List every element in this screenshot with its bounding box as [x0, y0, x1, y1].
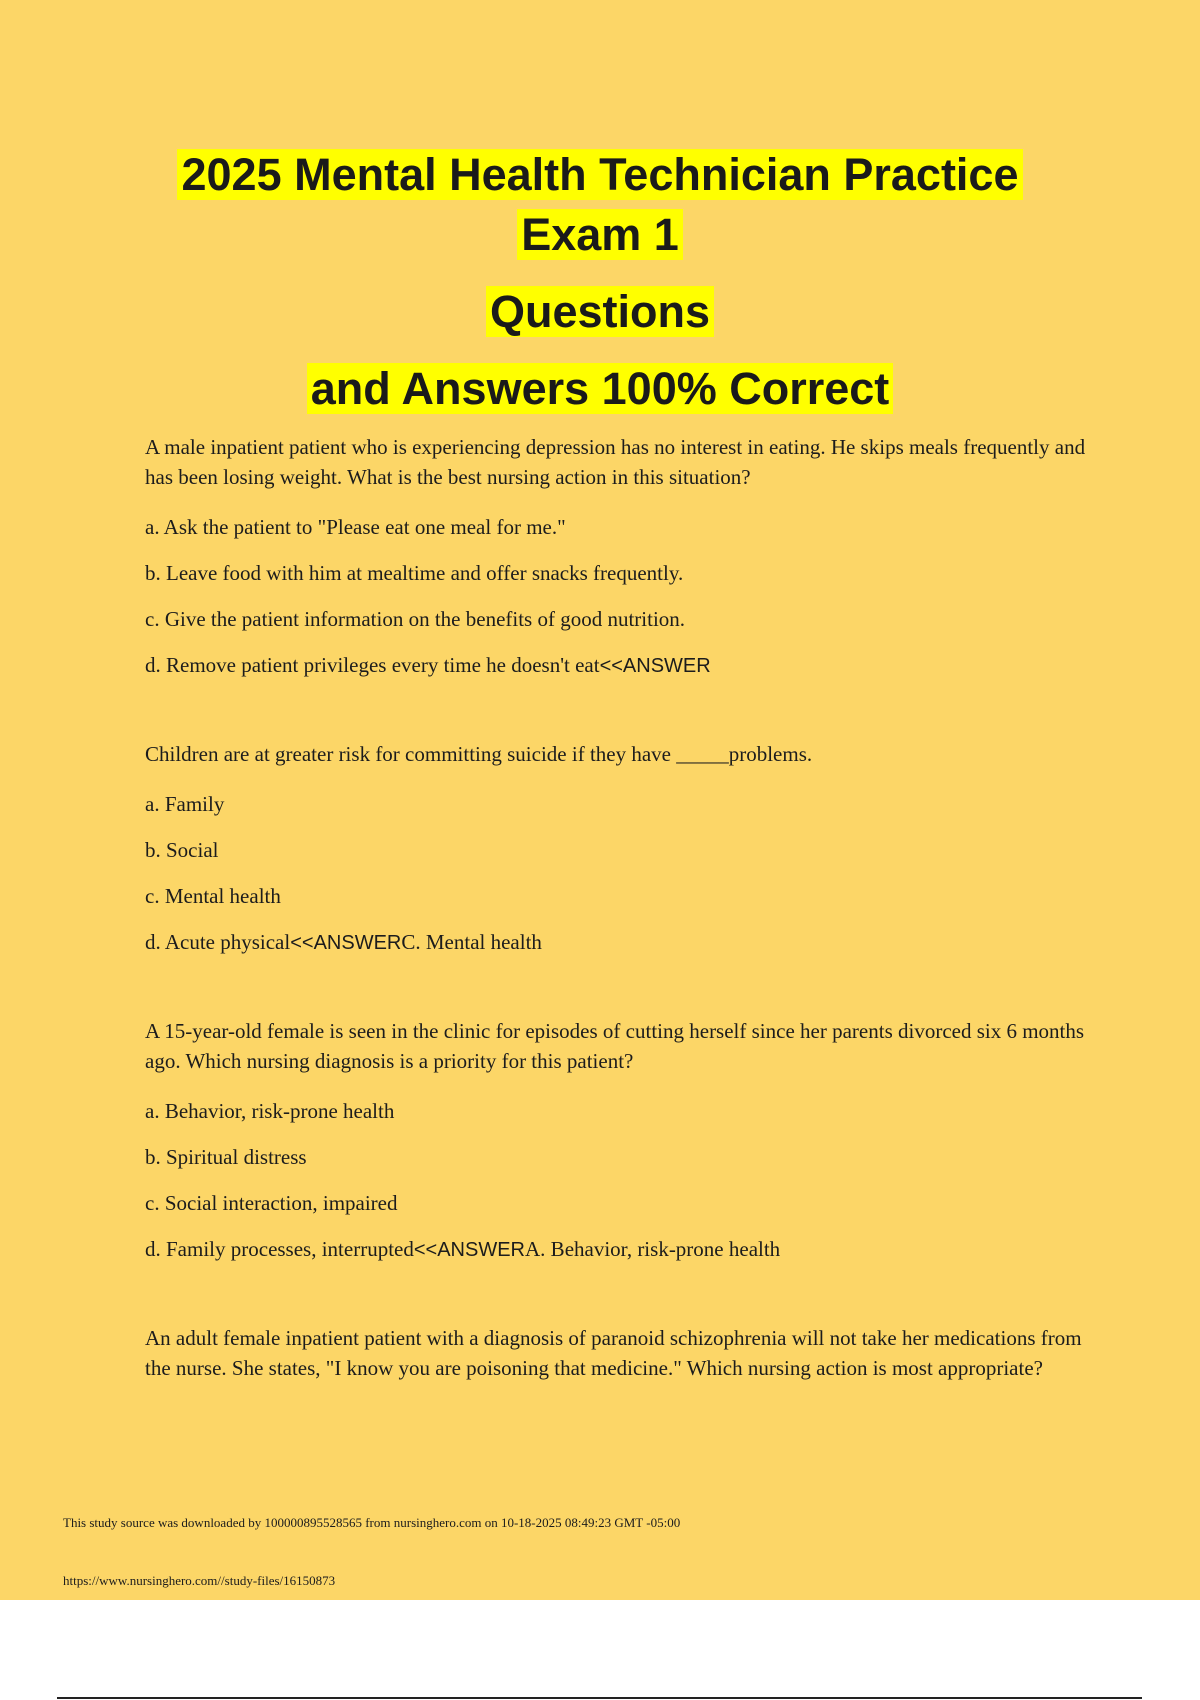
correct-answer: C. Mental health: [401, 930, 542, 954]
correct-answer: A. Behavior, risk-prone health: [525, 1237, 781, 1261]
answer-option: b. Social: [145, 838, 219, 862]
answer-option-with-answer: d. Remove patient privileges every time he doesn't eat<<ANSWER: [145, 653, 711, 677]
answer-option: a. Ask the patient to "Please eat one meal for me.": [145, 515, 566, 539]
question-text: A male inpatient patient who is experiencing depression has no interest in eating. He skips meals frequently and has been losing weight. What is the best nursing action in this situation?: [145, 435, 1086, 489]
question-block-4: [145, 1323, 1095, 1383]
title-line-3: Questions: [0, 282, 1200, 342]
answer-option: b. Leave food with him at mealtime and offer snacks frequently.: [145, 561, 684, 585]
questions-list: [145, 432, 1095, 1441]
document-title: [0, 145, 1200, 419]
download-source-note: This study source was downloaded by 100000895528565 from nursinghero.com on 10-18-2025 08:49:23 GMT -05:00: [63, 1515, 681, 1530]
answer-option: c. Mental health: [145, 884, 281, 908]
answer-option: a. Family: [145, 792, 225, 816]
question-block-3: [145, 1016, 1095, 1265]
answer-marker: <<ANSWER: [413, 1239, 526, 1261]
answer-marker: <<ANSWER: [599, 655, 711, 677]
question-block-2: [145, 739, 1095, 958]
answer-option: a. Behavior, risk-prone health: [145, 1099, 395, 1123]
page-divider: [57, 1697, 1142, 1699]
title-line-1: 2025 Mental Health Technician Practice: [0, 145, 1200, 205]
answer-marker: <<ANSWER: [290, 932, 402, 954]
answer-option: c. Social interaction, impaired: [145, 1191, 398, 1215]
answer-option: b. Spiritual distress: [145, 1145, 307, 1169]
source-url[interactable]: https://www.nursinghero.com//study-files/16150873: [63, 1573, 336, 1588]
question-text: A 15-year-old female is seen in the clinic for episodes of cutting herself since her parents divorced six 6 months ago. Which nursing diagnosis is a priority for this patient?: [145, 1019, 1085, 1073]
question-block-1: [145, 432, 1095, 681]
answer-option-with-answer: d. Family processes, interrupted<<ANSWERA. Behavior, risk-prone health: [145, 1237, 781, 1261]
answer-option-with-answer: d. Acute physical<<ANSWERC. Mental health: [145, 930, 542, 954]
answer-option: c. Give the patient information on the benefits of good nutrition.: [145, 607, 686, 631]
question-text: An adult female inpatient patient with a diagnosis of paranoid schizophrenia will not take her medications from the nurse. She states, "I know you are poisoning that medicine." Which nursing action is most appropriate?: [145, 1326, 1082, 1380]
title-line-2: Exam 1: [0, 205, 1200, 265]
question-text: Children are at greater risk for committing suicide if they have _____problems.: [145, 742, 813, 766]
title-line-4: and Answers 100% Correct: [0, 359, 1200, 419]
